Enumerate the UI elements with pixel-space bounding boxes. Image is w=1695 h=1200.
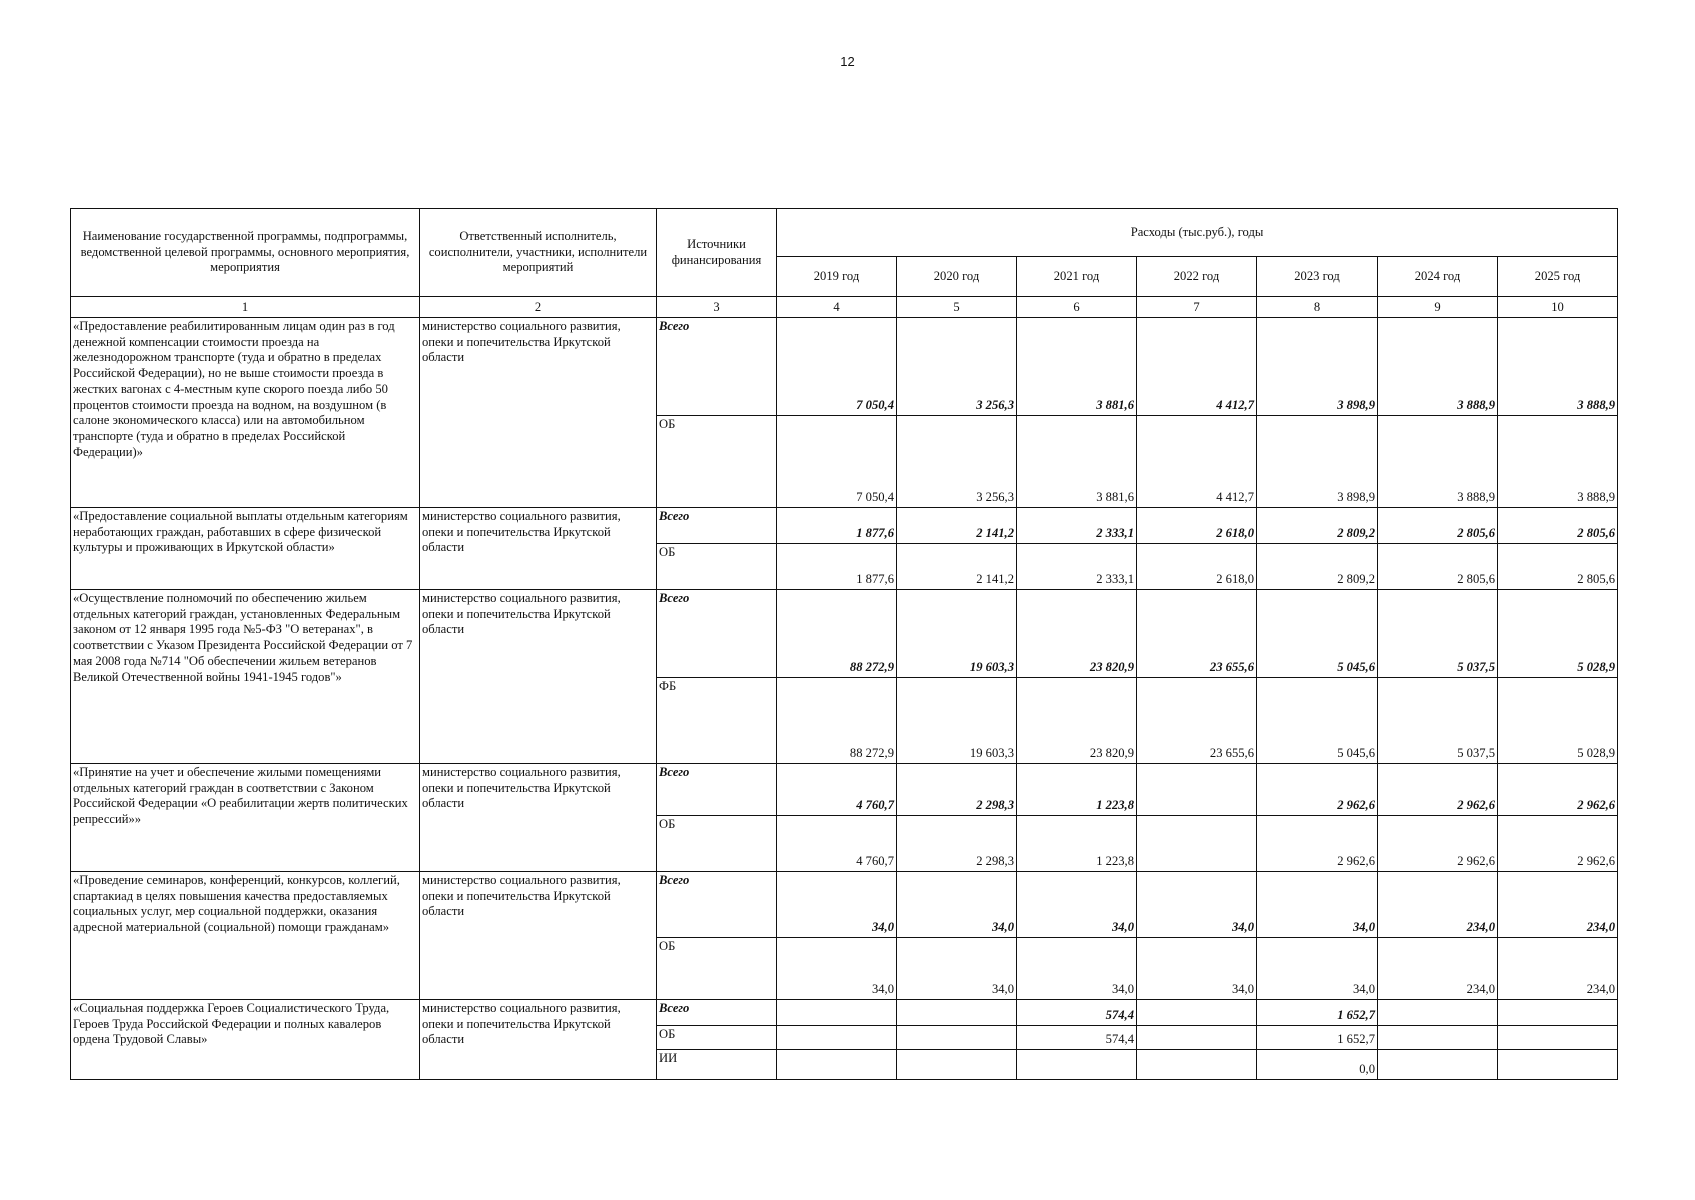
expense-value: 5 028,9 (1498, 678, 1618, 764)
expense-value (1137, 1026, 1257, 1050)
expense-value: 574,4 (1017, 1026, 1137, 1050)
column-number: 3 (657, 297, 777, 318)
expense-value: 34,0 (897, 938, 1017, 1000)
expense-value: 2 618,0 (1137, 544, 1257, 590)
activity-name: «Осуществление полномочий по обеспечению жильем отдельных категорий граждан, установленных Федеральным законом от 12 января 1995 года №5-ФЗ "О ветеранах", в соответствии с Указом Президента Российской Федерации от 7 мая 2008 года №714 "Об обеспечении жильем ветеранов Великой Отечественной войны 1941-1945 годов"» (71, 590, 420, 764)
activity-name: «Принятие на учет и обеспечение жилыми помещениями отдельных категорий граждан в соответствии с Законом Российской Федерации «О реабилитации жертв политических репрессий»» (71, 764, 420, 872)
expense-value: 23 655,6 (1137, 590, 1257, 678)
expense-value: 88 272,9 (777, 678, 897, 764)
expense-value: 2 298,3 (897, 764, 1017, 816)
expense-value: 2 805,6 (1378, 544, 1498, 590)
expense-value: 2 962,6 (1257, 816, 1378, 872)
expense-value: 34,0 (1137, 872, 1257, 938)
expense-value: 23 820,9 (1017, 678, 1137, 764)
column-number: 7 (1137, 297, 1257, 318)
funding-source: Всего (657, 590, 777, 678)
expense-value (1498, 1026, 1618, 1050)
expense-value: 34,0 (777, 938, 897, 1000)
expense-value: 2 333,1 (1017, 544, 1137, 590)
column-number: 9 (1378, 297, 1498, 318)
header-year: 2022 год (1137, 257, 1257, 297)
header-expenses: Расходы (тыс.руб.), годы (777, 209, 1618, 257)
expense-value: 2 809,2 (1257, 544, 1378, 590)
activity-name: «Предоставление социальной выплаты отдельным категориям неработающих граждан, работавших в сфере физической культуры и проживающих в Иркутской области» (71, 508, 420, 590)
funding-source: Всего (657, 508, 777, 544)
expense-value: 1 877,6 (777, 508, 897, 544)
expense-value: 234,0 (1498, 872, 1618, 938)
expense-value: 3 888,9 (1378, 416, 1498, 508)
expense-value (897, 1000, 1017, 1026)
expense-value: 1 652,7 (1257, 1000, 1378, 1026)
header-year: 2019 год (777, 257, 897, 297)
funding-source: Всего (657, 764, 777, 816)
executor: министерство социального развития, опеки и попечительства Иркутской области (420, 764, 657, 872)
expense-value: 1 652,7 (1257, 1026, 1378, 1050)
table-row (71, 872, 1618, 938)
expense-value: 2 298,3 (897, 816, 1017, 872)
expense-value: 1 877,6 (777, 544, 897, 590)
expense-value: 234,0 (1498, 938, 1618, 1000)
table-body (71, 318, 1618, 1080)
table-row (71, 508, 1618, 544)
activity-name: «Социальная поддержка Героев Социалистического Труда, Героев Труда Российской Федерации и полных кавалеров ордена Трудовой Славы» (71, 1000, 420, 1080)
budget-table (70, 208, 1618, 1080)
expense-value: 23 655,6 (1137, 678, 1257, 764)
column-number-row (71, 297, 1618, 318)
expense-value (1498, 1000, 1618, 1026)
expense-value: 2 809,2 (1257, 508, 1378, 544)
expense-value (1498, 1050, 1618, 1080)
table-row (71, 590, 1618, 678)
activity-name: «Проведение семинаров, конференций, конкурсов, коллегий, спартакиад в целях повышения качества предоставляемых социальных услуг, мер социальной поддержки, оказания адресной материальной (социальной) помощи гражданам» (71, 872, 420, 1000)
expense-value: 3 888,9 (1378, 318, 1498, 416)
executor: министерство социального развития, опеки и попечительства Иркутской области (420, 1000, 657, 1080)
header-executor: Ответственный исполнитель, соисполнители, участники, исполнители мероприятий (420, 209, 657, 297)
expense-value: 34,0 (1017, 872, 1137, 938)
expense-value: 19 603,3 (897, 678, 1017, 764)
column-number: 5 (897, 297, 1017, 318)
expense-value: 5 037,5 (1378, 590, 1498, 678)
header-year: 2021 год (1017, 257, 1137, 297)
expense-value: 34,0 (1017, 938, 1137, 1000)
expense-value: 2 962,6 (1378, 764, 1498, 816)
table-row (71, 318, 1618, 416)
header-year: 2023 год (1257, 257, 1378, 297)
expense-value (897, 1050, 1017, 1080)
column-number: 1 (71, 297, 420, 318)
page-number: 12 (840, 54, 855, 69)
funding-source: Всего (657, 1000, 777, 1026)
expense-value: 34,0 (1257, 872, 1378, 938)
expense-value: 23 820,9 (1017, 590, 1137, 678)
expense-value: 88 272,9 (777, 590, 897, 678)
funding-source: ОБ (657, 816, 777, 872)
expense-value: 5 045,6 (1257, 590, 1378, 678)
funding-source: ИИ (657, 1050, 777, 1080)
header-year: 2024 год (1378, 257, 1498, 297)
expense-value (1378, 1050, 1498, 1080)
expense-value (777, 1026, 897, 1050)
expense-value (1378, 1000, 1498, 1026)
expense-value: 19 603,3 (897, 590, 1017, 678)
expense-value: 2 141,2 (897, 508, 1017, 544)
header-year: 2025 год (1498, 257, 1618, 297)
expense-value (1137, 764, 1257, 816)
expense-value: 4 412,7 (1137, 416, 1257, 508)
funding-source: Всего (657, 318, 777, 416)
funding-source: ОБ (657, 938, 777, 1000)
expense-value: 1 223,8 (1017, 764, 1137, 816)
expense-value: 5 037,5 (1378, 678, 1498, 764)
expense-value: 2 962,6 (1498, 816, 1618, 872)
expense-value: 234,0 (1378, 872, 1498, 938)
expense-value: 2 141,2 (897, 544, 1017, 590)
expense-value: 34,0 (1257, 938, 1378, 1000)
expense-value: 2 805,6 (1498, 508, 1618, 544)
column-number: 2 (420, 297, 657, 318)
expense-value: 234,0 (1378, 938, 1498, 1000)
expense-value: 2 805,6 (1498, 544, 1618, 590)
funding-source: ОБ (657, 544, 777, 590)
expense-value: 2 333,1 (1017, 508, 1137, 544)
expense-value: 2 962,6 (1257, 764, 1378, 816)
expense-value (1137, 1000, 1257, 1026)
header-name: Наименование государственной программы, подпрограммы, ведомственной целевой программы, основного мероприятия, мероприятия (71, 209, 420, 297)
funding-source: ФБ (657, 678, 777, 764)
executor: министерство социального развития, опеки и попечительства Иркутской области (420, 872, 657, 1000)
expense-value (897, 1026, 1017, 1050)
expense-value: 0,0 (1257, 1050, 1378, 1080)
executor: министерство социального развития, опеки и попечительства Иркутской области (420, 508, 657, 590)
expense-value: 3 888,9 (1498, 318, 1618, 416)
funding-source: ОБ (657, 416, 777, 508)
expense-value (1017, 1050, 1137, 1080)
expense-value: 574,4 (1017, 1000, 1137, 1026)
header-source: Источники финансирования (657, 209, 777, 297)
expense-value: 34,0 (777, 872, 897, 938)
expense-value: 1 223,8 (1017, 816, 1137, 872)
table-header (71, 209, 1618, 318)
executor: министерство социального развития, опеки и попечительства Иркутской области (420, 318, 657, 508)
column-number: 10 (1498, 297, 1618, 318)
expense-value: 3 898,9 (1257, 416, 1378, 508)
funding-source: ОБ (657, 1026, 777, 1050)
table-row (71, 1000, 1618, 1026)
expense-value: 3 888,9 (1498, 416, 1618, 508)
table-row (71, 764, 1618, 816)
expense-value: 3 881,6 (1017, 318, 1137, 416)
expense-value: 34,0 (1137, 938, 1257, 1000)
column-number: 6 (1017, 297, 1137, 318)
expense-value: 2 962,6 (1378, 816, 1498, 872)
expense-value: 7 050,4 (777, 416, 897, 508)
expense-value: 5 028,9 (1498, 590, 1618, 678)
header-year: 2020 год (897, 257, 1017, 297)
activity-name: «Предоставление реабилитированным лицам один раз в год денежной компенсации стоимости проезда на железнодорожном транспорте (туда и обратно в пределах Российской Федерации), но не выше стоимости проезда в жестких вагонах с 4-местным купе скорого поезда либо 50 процентов стоимости проезда на водном, на воздушном (в салоне экономического класса) или на автомобильном транспорте (туда и обратно в пределах Российской Федерации)» (71, 318, 420, 508)
expense-value (1378, 1026, 1498, 1050)
expense-value: 34,0 (897, 872, 1017, 938)
expense-value: 4 760,7 (777, 816, 897, 872)
expense-value (777, 1050, 897, 1080)
expense-value: 5 045,6 (1257, 678, 1378, 764)
executor: министерство социального развития, опеки и попечительства Иркутской области (420, 590, 657, 764)
expense-value: 4 760,7 (777, 764, 897, 816)
expense-value: 7 050,4 (777, 318, 897, 416)
expense-value: 3 881,6 (1017, 416, 1137, 508)
expense-value: 3 256,3 (897, 416, 1017, 508)
expense-value: 3 256,3 (897, 318, 1017, 416)
expense-value: 3 898,9 (1257, 318, 1378, 416)
column-number: 4 (777, 297, 897, 318)
expense-value: 2 962,6 (1498, 764, 1618, 816)
expense-value (1137, 816, 1257, 872)
expense-value: 4 412,7 (1137, 318, 1257, 416)
expense-value: 2 618,0 (1137, 508, 1257, 544)
funding-source: Всего (657, 872, 777, 938)
expense-value (777, 1000, 897, 1026)
expense-value: 2 805,6 (1378, 508, 1498, 544)
column-number: 8 (1257, 297, 1378, 318)
expense-value (1137, 1050, 1257, 1080)
